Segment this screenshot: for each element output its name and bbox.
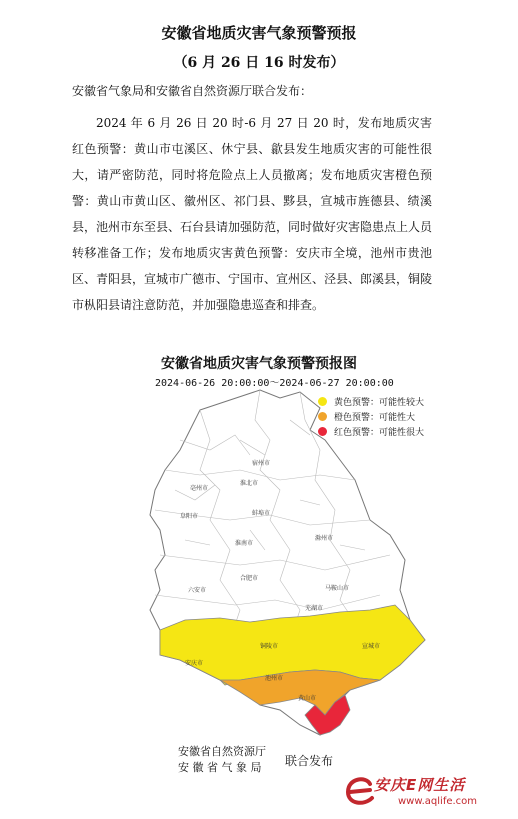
city-label: 淮南市 [235, 540, 254, 547]
document-body: 2024 年 6 月 26 日 20 时-6 月 27 日 20 时，发布地质灾害红色预警：黄山市屯溪区、休宁县、歙县发生地质灾害的可能性很大，请严密防范，同时将危险点上人员撤离；发布地质灾害橙色预警：黄山市黄山区、徽州区、祁门县、黟县，宣城市旌德县、绩溪县，池州市东至县、石台县请加强防范，同时做好灾害隐患点上人员转移准备工作；发布地质灾害黄色预警：安庆市全境，池州市贵池区、青阳县，宣城市广德市、宁国市、宣州区、泾县、郎溪县，铜陵市枞阳县请注意防范，并加强隐患巡查和排查。 [72, 116, 433, 312]
city-label: 六安市 [188, 587, 207, 594]
city-label: 黄山市 [298, 695, 317, 702]
anhui-map [140, 380, 440, 750]
city-label: 滁州市 [315, 535, 334, 542]
map-time-range: 2024-06-26 20:00:00～2024-06-27 20:00:00 [155, 378, 394, 389]
watermark-brand: 安庆E网生活 [374, 776, 466, 794]
footer-org-qx: 安 徽 省 气 象 局 [178, 761, 262, 774]
city-label: 蚌埠市 [252, 510, 271, 517]
city-label: 池州市 [265, 675, 284, 682]
document-title: 安徽省地质灾害气象预警预报 [161, 24, 357, 42]
document-subtitle: （6 月 26 日 16 时发布） [173, 55, 345, 71]
city-label: 宣城市 [362, 643, 381, 650]
city-label: 宿州市 [252, 460, 271, 467]
map-title: 安徽省地质灾害气象预警预报图 [161, 356, 357, 372]
city-label: 阜阳市 [180, 513, 199, 520]
watermark-url: www.aqlife.com [398, 796, 478, 807]
legend-label: 橙色预警：可能性大 [334, 413, 416, 423]
footer-joint-release: 联合发布 [285, 754, 334, 768]
watermark-logo [340, 770, 510, 815]
city-label: 芜湖市 [305, 605, 324, 612]
footer-orgs [178, 744, 266, 776]
city-label: 马鞍山市 [325, 585, 350, 592]
city-label: 亳州市 [190, 485, 209, 492]
city-label: 铜陵市 [260, 643, 279, 650]
city-label: 安庆市 [185, 660, 204, 667]
legend-label: 红色预警：可能性很大 [334, 428, 425, 438]
document-intro: 安徽省气象局和安徽省自然资源厅联合发布： [72, 84, 313, 98]
city-label: 淮北市 [240, 480, 259, 487]
footer-org-nr: 安徽省自然资源厅 [178, 745, 266, 758]
legend-label: 黄色预警：可能性较大 [334, 398, 425, 408]
city-label: 合肥市 [240, 575, 259, 582]
